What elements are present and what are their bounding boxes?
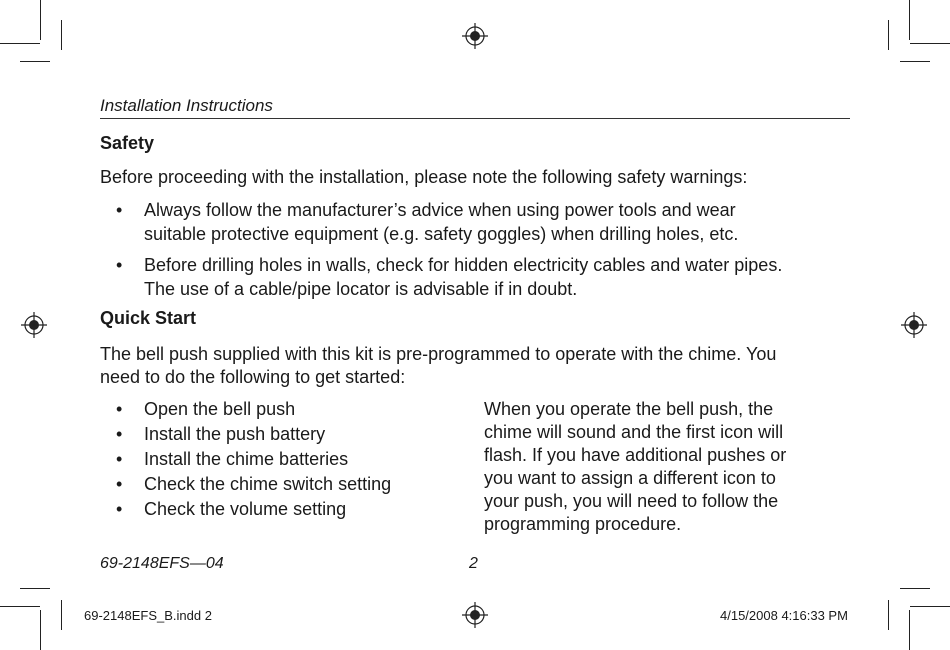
quick-start-note <box>484 398 844 536</box>
registration-mark-icon <box>21 312 47 338</box>
crop-mark <box>0 606 40 607</box>
safety-heading: Safety <box>100 133 155 153</box>
crop-mark <box>20 588 50 589</box>
note-line: When you operate the bell push, the <box>484 399 774 419</box>
step-item: Check the chime switch setting <box>144 474 392 494</box>
safety-item-2-line-2: The use of a cable/pipe locator is advisable if in doubt. <box>144 279 578 299</box>
crop-mark <box>900 61 930 62</box>
safety-item-2-line-1: Before drilling holes in walls, check for hidden electricity cables and water pipes. <box>144 255 783 275</box>
crop-mark <box>888 600 889 630</box>
quick-start-heading: Quick Start <box>100 308 197 328</box>
crop-mark <box>900 588 930 589</box>
bullet-icon: • <box>116 424 123 444</box>
step-item: Install the push battery <box>144 424 326 444</box>
step-item: Install the chime batteries <box>144 449 349 469</box>
registration-mark-icon <box>901 312 927 338</box>
bullet-icon: • <box>116 200 123 220</box>
crop-mark <box>61 20 62 50</box>
bullet-icon: • <box>116 474 123 494</box>
crop-mark <box>910 606 950 607</box>
crop-mark <box>61 600 62 630</box>
page-number: 2 <box>469 555 478 572</box>
note-line: programming procedure. <box>484 514 682 534</box>
note-line: you want to assign a different icon to <box>484 468 776 488</box>
bullet-icon: • <box>116 255 123 275</box>
document-number: 69-2148EFS—04 <box>100 555 224 572</box>
page-header: Installation Instructions <box>100 96 850 119</box>
quick-start-intro-line-1: The bell push supplied with this kit is pre-programmed to operate with the chime. You <box>100 344 777 364</box>
note-line: chime will sound and the first icon will <box>484 422 784 442</box>
crop-mark <box>910 43 950 44</box>
slug-filename: 69-2148EFS_B.indd 2 <box>84 608 212 623</box>
quick-start-intro-line-2: need to do the following to get started: <box>100 367 406 387</box>
safety-item-1-line-2: suitable protective equipment (e.g. safety goggles) when drilling holes, etc. <box>144 224 739 244</box>
crop-mark <box>40 610 41 650</box>
step-item: Open the bell push <box>144 399 296 419</box>
step-item: Check the volume setting <box>144 499 347 519</box>
crop-mark <box>40 0 41 40</box>
crop-mark <box>0 43 40 44</box>
crop-mark <box>909 0 910 40</box>
registration-mark-icon <box>462 23 488 49</box>
bullet-icon: • <box>116 449 123 469</box>
note-line: your push, you will need to follow the <box>484 491 779 511</box>
note-line: flash. If you have additional pushes or <box>484 445 787 465</box>
slug-timestamp: 4/15/2008 4:16:33 PM <box>720 608 848 623</box>
bullet-icon: • <box>116 499 123 519</box>
safety-intro: Before proceeding with the installation, please note the following safety warnings: <box>100 167 748 187</box>
crop-mark <box>909 610 910 650</box>
crop-mark <box>888 20 889 50</box>
bullet-icon: • <box>116 399 123 419</box>
crop-mark <box>20 61 50 62</box>
safety-item-1-line-1: Always follow the manufacturer’s advice when using power tools and wear <box>144 200 736 220</box>
registration-mark-icon <box>462 602 488 628</box>
